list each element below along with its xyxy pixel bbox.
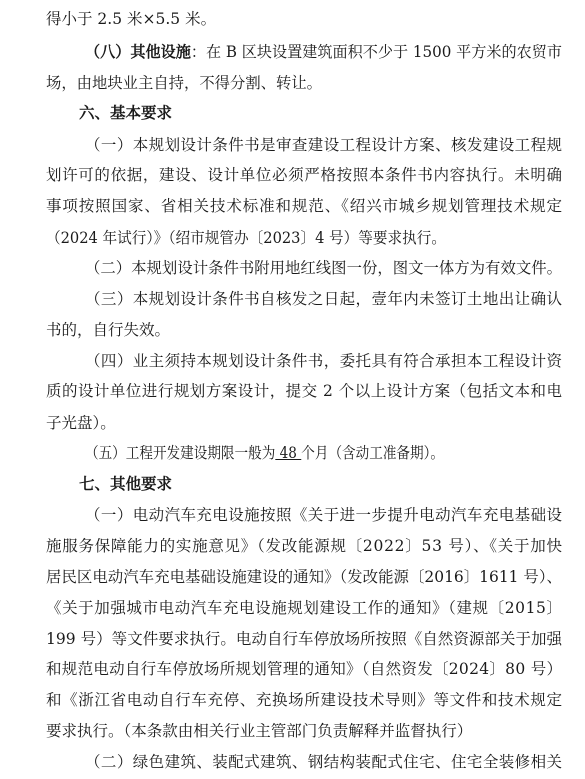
text-line [85, 42, 562, 62]
text-line [46, 690, 563, 710]
text-segment: （一）电动汽车充电设施按照《关于进一步提升电动汽车充电基础设 [85, 506, 563, 525]
text-segment: 和《浙江省电动自行车充停、充换场所建设技术导则》等文件和技术规定 [46, 690, 563, 709]
text-line [85, 135, 562, 155]
text-line [79, 103, 172, 123]
text-line [46, 567, 562, 587]
text-line [46, 629, 562, 649]
text-segment: （四）业主须持本规划设计条件书，委托具有符合承担本工程设计资 [85, 351, 563, 370]
text-segment: （二）绿色建筑、装配式建筑、钢结构装配式住宅、住宅全装修相关 [85, 753, 563, 771]
text-segment: 事项按照国家、省相关技术标准和规范、《绍兴市城乡规划管理技术规定 [46, 197, 563, 216]
text-segment: ：在 B 区块设置建筑面积不少于 1500 平方米的农贸市 [190, 43, 562, 62]
text-segment: 书的，自行失效。 [46, 321, 171, 340]
section-heading: 七、其他要求 [79, 475, 173, 494]
section-heading: 六、基本要求 [79, 104, 173, 123]
text-segment: 《关于加强城市电动汽车充电设施规划建设工作的通知》（建规〔2015〕 [46, 599, 563, 618]
underlined-value: 48 [275, 444, 302, 463]
text-line [46, 9, 216, 29]
text-segment: （三）本规划设计条件书自核发之日起，壹年内未签订土地出让确认 [85, 289, 563, 308]
text-segment: 得小于 2.5 米×5.5 米。 [46, 10, 217, 28]
text-line [46, 659, 562, 679]
text-line [46, 721, 472, 741]
text-segment: 子光盘）。 [46, 413, 116, 432]
text-segment: 场，由地块业主自持，不得分割、转让。 [46, 73, 322, 92]
text-line [85, 289, 562, 309]
text-segment: 居民区电动汽车充电基础设施建设的通知》（发改能源〔2016〕1611 号）、 [46, 567, 562, 586]
text-segment: （一）本规划设计条件书是审查建设工程设计方案、核发建设工程规 [85, 135, 563, 154]
text-line [85, 752, 562, 772]
text-line [46, 196, 563, 216]
text-segment: 施服务保障能力的实施意见》（发改能源规〔2022〕53 号）、《关于加快 [46, 537, 563, 556]
text-line [46, 413, 116, 433]
text-line [46, 598, 563, 618]
text-line [79, 474, 172, 494]
text-segment: 要求执行。（本条款由相关行业主管部门负责解释并监督执行） [46, 722, 473, 741]
text-segment: 质的设计单位进行规划方案设计，提交 2 个以上设计方案（包括文本和电 [46, 382, 563, 401]
text-line [85, 351, 562, 371]
text-line [85, 443, 444, 463]
text-line [46, 165, 563, 185]
section-heading: （八）其他设施 [85, 43, 191, 62]
text-segment: 划许可的依据，建设、设计单位必须严格按照本条件书内容执行。未明确 [46, 166, 563, 185]
text-segment: （2024 年试行）》（绍市规管办〔2023〕4 号）等要求执行。 [46, 228, 446, 247]
text-segment: （二）本规划设计条件书附用地红线图一份，图文一体方为有效文件。 [85, 259, 562, 278]
text-segment: 199 号）等文件要求执行。电动自行车停放场所按照《自然资源部关于加强 [46, 629, 563, 648]
text-line [46, 381, 562, 401]
text-line [85, 505, 562, 525]
text-segment: 和规范电动自行车停放场所规划管理的通知》（自然资发〔2024〕80 号） [46, 660, 563, 679]
text-segment: 个月（含动工准备期）。 [301, 444, 444, 463]
text-line [46, 536, 563, 556]
text-segment: （五）工程开发建设期限一般为 [85, 444, 276, 463]
text-line [46, 228, 446, 248]
text-line [85, 258, 562, 278]
text-line [46, 73, 322, 93]
text-line [46, 320, 170, 340]
